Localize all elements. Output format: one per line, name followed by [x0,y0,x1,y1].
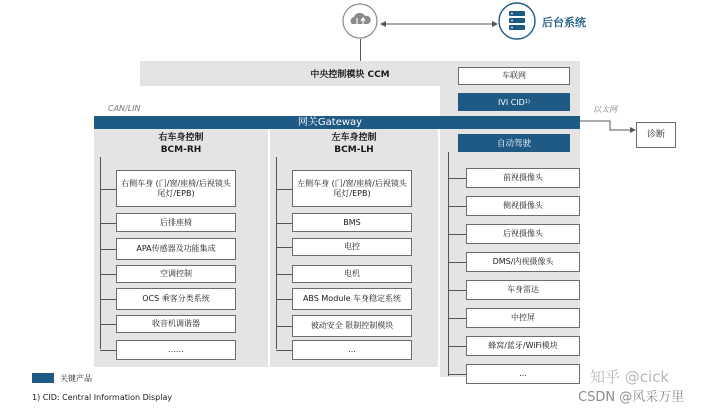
adas-item: 侧视摄像头 [466,196,580,216]
adas-item: ... [466,364,580,384]
bcm-rh-connector [100,350,116,351]
bcm-rh-title: 右车身控制 [158,133,204,143]
bcm-rh-connector [100,189,116,190]
adas-item: 车身雷达 [466,280,580,300]
bcm-rh-item: 右侧车身 (门/窗/座椅/后视镜头尾灯/EPB) [116,170,236,207]
cloud-ccm-connector [360,39,361,61]
bcm-lh-item: 电控 [292,238,412,256]
legend-swatch [32,373,54,383]
bcm-lh-item: 电机 [292,265,412,283]
bcm-rh-item: APA传感器及功能集成 [116,238,236,260]
adas-connector [448,318,466,319]
footnote: 1) CID: Central Information Display [32,393,173,402]
adas-item: 中控屏 [466,308,580,328]
bcm-rh-item: 空调控制 [116,265,236,283]
csdn-watermark: CSDN @风采万里 [578,390,685,405]
bcm-rh-item: 收音机调谐器 [116,315,236,333]
bcm-lh-connector [276,223,292,224]
adas-connector [448,206,466,207]
server-icon [498,2,536,40]
ivi-cid-label: IVI CID [498,97,525,107]
ivi-cid-footnote-mark: 1) [524,99,530,105]
adas-item: 后视摄像头 [466,224,580,244]
bcm-lh-tree-line [276,157,277,349]
adas-connector [448,290,466,291]
bcm-rh-item: ...... [116,340,236,360]
bcm-lh-connector [276,326,292,327]
bcm-lh-connector [276,274,292,275]
adas-connector [448,234,466,235]
adas-connector [448,178,466,179]
legend-label: 关键产品 [60,374,92,383]
cloud-backend-link [380,20,498,28]
adas-connector [448,374,466,375]
bcm-lh-item: ... [292,340,412,360]
bcm-rh-connector [100,249,116,250]
bcm-lh-item: 左侧车身 (门/窗/座椅/后视镜头尾灯/EPB) [292,170,412,207]
bcm-lh-item: BMS [292,213,412,232]
bcm-lh-title: 左车身控制 [331,133,377,143]
zhihu-watermark: 知乎 @cick [590,368,670,386]
bcm-lh-item: 被动安全 限制控制模块 [292,315,412,337]
ccm-label: 中央控制模块 CCM [310,70,390,80]
bcm-lh-connector [276,189,292,190]
adas-box [458,134,570,152]
bcm-rh-subtitle: BCM-RH [160,145,202,155]
bcm-rh-connector [100,299,116,300]
cloud-icon [342,3,378,39]
adas-item: 蜂窝/蓝牙/WiFi模块 [466,336,580,356]
ethernet-caption: 以太网 [593,105,617,114]
bcm-lh-connector [276,299,292,300]
adas-tree-line [448,152,449,376]
bcm-lh-item: ABS Module 车身稳定系统 [292,288,412,310]
adas-connector [448,346,466,347]
bcm-rh-connector [100,223,116,224]
adas-item: DMS/内视摄像头 [466,252,580,272]
bcm-rh-connector [100,324,116,325]
can-lin-caption: CAN/LIN [108,104,141,113]
bcm-rh-tree-line [100,157,101,349]
bcm-rh-connector [100,274,116,275]
connectivity-box: 车联网 [458,67,570,85]
diagnostics-link [580,118,636,134]
backend-system-label: 后台系统 [542,16,586,29]
bcm-rh-item: 后排座椅 [116,213,236,232]
bcm-lh-subtitle: BCM-LH [334,145,374,155]
ivi-cid-box [458,93,570,111]
adas-label: 自动驾驶 [496,139,531,149]
adas-item: 前视摄像头 [466,168,580,188]
bcm-lh-connector [276,350,292,351]
bcm-rh-item: OCS 乘客分类系统 [116,288,236,310]
diagnostics-box: 诊断 [636,122,676,148]
bcm-lh-connector [276,247,292,248]
adas-connector [448,262,466,263]
gateway-label: 网关Gateway [297,117,363,128]
